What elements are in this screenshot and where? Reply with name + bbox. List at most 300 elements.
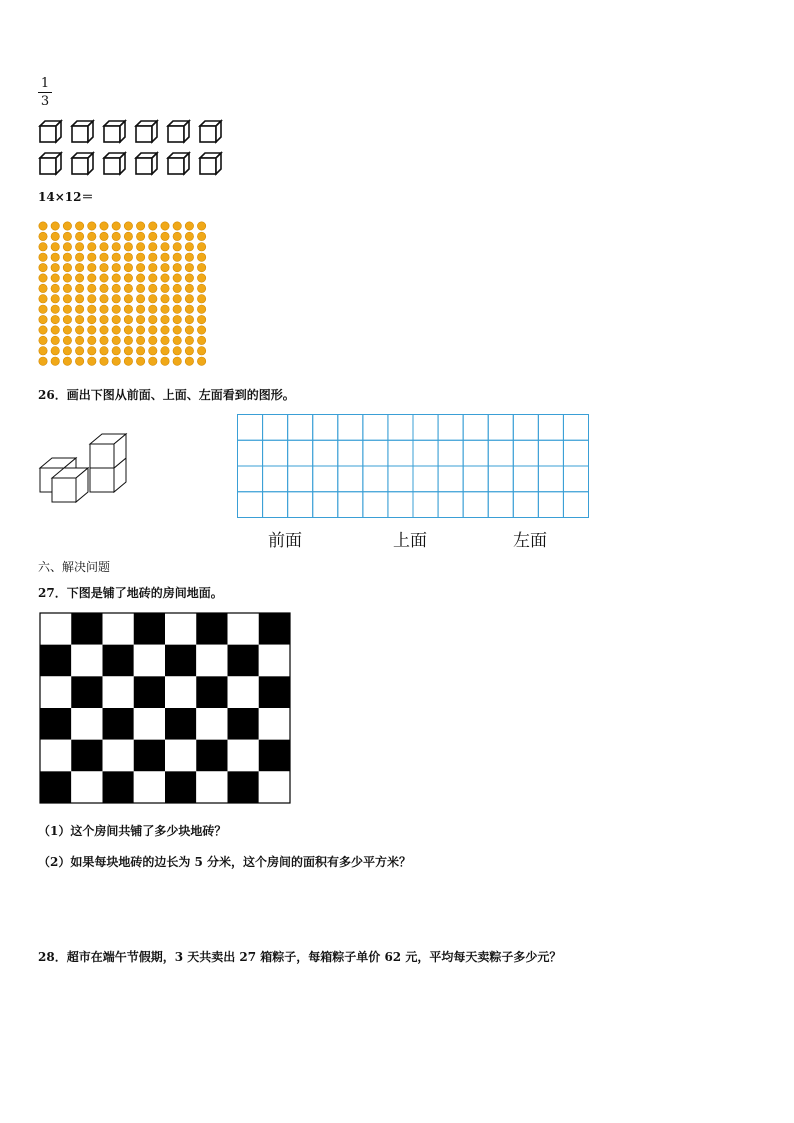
dot (161, 326, 169, 334)
grid-cell (238, 466, 263, 492)
floor-tile (40, 740, 71, 772)
question-28: 28．超市在端午节假期，3 天共卖出 27 箱粽子，每箱粽子单价 62 元，平均每天卖粽子多少元？ (38, 950, 562, 964)
grid-cell (488, 415, 513, 441)
dot (100, 336, 108, 344)
dot (124, 305, 132, 313)
question-26: 26．画出下图从前面、上面、左面看到的图形。 (38, 388, 295, 402)
floor-tile (228, 771, 259, 803)
grid-cell (388, 440, 413, 466)
dot (149, 336, 157, 344)
dot (112, 263, 120, 271)
dot (112, 232, 120, 240)
floor-tile (259, 676, 290, 708)
dot (136, 326, 144, 334)
floor-tile (228, 676, 259, 708)
dot (136, 243, 144, 251)
grid-cell (288, 440, 313, 466)
dot (173, 326, 181, 334)
floor-tile (103, 645, 134, 677)
dot (100, 357, 108, 365)
dot (51, 305, 59, 313)
dot (100, 232, 108, 240)
floor-tile (40, 613, 71, 645)
dot (185, 222, 193, 230)
cube-icon (72, 121, 93, 142)
dot (124, 326, 132, 334)
dot (51, 274, 59, 282)
floor-tile (196, 771, 227, 803)
dot (112, 305, 120, 313)
cube-icon (72, 153, 93, 174)
dot (39, 274, 47, 282)
dot (197, 326, 205, 334)
dot (88, 295, 96, 303)
dot (63, 295, 71, 303)
dot (197, 253, 205, 261)
grid-cell (413, 415, 438, 441)
fraction-denominator: 3 (40, 94, 50, 109)
dot (161, 263, 169, 271)
dot (51, 253, 59, 261)
dot (39, 243, 47, 251)
cube-icon (200, 121, 221, 142)
dot (100, 222, 108, 230)
dot (51, 222, 59, 230)
dot (173, 305, 181, 313)
cube-icon (40, 121, 61, 142)
dot (75, 347, 83, 355)
dot (149, 263, 157, 271)
dot (75, 222, 83, 230)
floor-tile (103, 740, 134, 772)
dot (112, 336, 120, 344)
dot (39, 232, 47, 240)
dot (75, 232, 83, 240)
floor-tile (228, 708, 259, 740)
dot (51, 347, 59, 355)
grid-cell (388, 466, 413, 492)
block-cube-right-top (90, 434, 126, 468)
grid-cell (288, 415, 313, 441)
dot (149, 243, 157, 251)
floor-tile (196, 613, 227, 645)
dot (100, 347, 108, 355)
dot (124, 315, 132, 323)
dot (39, 357, 47, 365)
dot (100, 326, 108, 334)
dot (75, 315, 83, 323)
floor-tile (259, 740, 290, 772)
dot (88, 274, 96, 282)
dot (63, 274, 71, 282)
dot (63, 253, 71, 261)
dot (136, 315, 144, 323)
dot (112, 253, 120, 261)
dot (39, 336, 47, 344)
grid-cell (463, 466, 488, 492)
floor-tile (103, 676, 134, 708)
dot (112, 326, 120, 334)
dot (185, 315, 193, 323)
dot (63, 305, 71, 313)
dot (185, 295, 193, 303)
dot (136, 336, 144, 344)
dot (88, 336, 96, 344)
dot (197, 232, 205, 240)
dot (185, 347, 193, 355)
grid-cell (488, 466, 513, 492)
grid-cell (313, 492, 338, 518)
dot (63, 347, 71, 355)
cube-icon (136, 121, 157, 142)
cube-icon (200, 153, 221, 174)
floor-tile (71, 740, 102, 772)
dot (51, 243, 59, 251)
dot (88, 357, 96, 365)
floor-tile (134, 613, 165, 645)
dot (63, 222, 71, 230)
dot (136, 253, 144, 261)
dot (161, 347, 169, 355)
dot (136, 357, 144, 365)
grid-cell (463, 492, 488, 518)
dot (88, 222, 96, 230)
floor-tile (134, 771, 165, 803)
floor-tile (40, 708, 71, 740)
floor-tile (228, 740, 259, 772)
grid-cell (338, 466, 363, 492)
dot (39, 326, 47, 334)
dot (124, 347, 132, 355)
dot (63, 243, 71, 251)
grid-cell (538, 492, 563, 518)
dot (51, 232, 59, 240)
dot (197, 243, 205, 251)
view-label-left: 左面 (513, 531, 547, 551)
floor-tile (40, 645, 71, 677)
grid-cell (538, 440, 563, 466)
fraction-bar (38, 92, 52, 93)
dot (112, 222, 120, 230)
dot (149, 326, 157, 334)
question-27-part-2: （2）如果每块地砖的边长为 5 分米，这个房间的面积有多少平方米？ (38, 855, 412, 869)
dot (173, 347, 181, 355)
dot (185, 305, 193, 313)
question-27-part-1: （1）这个房间共铺了多少块地砖？ (38, 824, 227, 838)
floor-tile (71, 708, 102, 740)
grid-cell (463, 415, 488, 441)
floor-tile (259, 613, 290, 645)
dot (75, 305, 83, 313)
dot (63, 284, 71, 292)
floor-tile (103, 708, 134, 740)
grid-cell (238, 440, 263, 466)
grid-cell (538, 415, 563, 441)
dot (197, 336, 205, 344)
grid-cell (238, 415, 263, 441)
dot (112, 284, 120, 292)
dot (161, 284, 169, 292)
floor-tile (103, 771, 134, 803)
dot (197, 295, 205, 303)
question-27: 27．下图是铺了地砖的房间地面。 (38, 586, 223, 600)
view-label-front: 前面 (268, 531, 302, 551)
dot (124, 232, 132, 240)
dot (173, 315, 181, 323)
dot (173, 263, 181, 271)
floor-tile (71, 613, 102, 645)
grid-cell (563, 440, 588, 466)
dot (185, 253, 193, 261)
floor-tile (134, 645, 165, 677)
floor-tile (196, 740, 227, 772)
dot (173, 222, 181, 230)
dot (136, 305, 144, 313)
dot (112, 357, 120, 365)
dot (88, 305, 96, 313)
dot (39, 347, 47, 355)
dot (75, 284, 83, 292)
grid-cell (413, 492, 438, 518)
grid-cell (263, 440, 288, 466)
dot (161, 243, 169, 251)
dot (185, 243, 193, 251)
dot (51, 315, 59, 323)
fraction-one-third (38, 76, 52, 109)
dot (149, 305, 157, 313)
dot (39, 222, 47, 230)
dot (136, 222, 144, 230)
dot (161, 222, 169, 230)
grid-cell (363, 415, 388, 441)
floor-tile (196, 708, 227, 740)
cube-icon (168, 153, 189, 174)
dot (149, 232, 157, 240)
dot (149, 274, 157, 282)
block-cube-front (52, 468, 88, 502)
multiplication-expression: 14×12＝ (38, 190, 94, 204)
dot (88, 315, 96, 323)
drawing-grid (237, 414, 589, 518)
cube-groups (38, 120, 238, 180)
dot (161, 336, 169, 344)
dot (197, 263, 205, 271)
grid-cell (388, 492, 413, 518)
section-6-heading: 六、解决问题 (38, 560, 111, 574)
dot (51, 284, 59, 292)
dot (173, 253, 181, 261)
dot (173, 336, 181, 344)
dot (75, 253, 83, 261)
grid-cell (363, 440, 388, 466)
floor-tile (259, 771, 290, 803)
dot (39, 284, 47, 292)
grid-cell (313, 440, 338, 466)
grid-cell (338, 440, 363, 466)
dot (39, 305, 47, 313)
dot (149, 253, 157, 261)
dot (63, 357, 71, 365)
floor-tile (165, 676, 196, 708)
grid-cell (438, 440, 463, 466)
dot (100, 295, 108, 303)
dot (100, 284, 108, 292)
grid-cell (563, 415, 588, 441)
floor-tile (165, 708, 196, 740)
dot (51, 263, 59, 271)
floor-tile (196, 676, 227, 708)
grid-cell (438, 466, 463, 492)
grid-cell (438, 415, 463, 441)
floor-tile (134, 740, 165, 772)
floor-tile (134, 676, 165, 708)
floor-tile (71, 645, 102, 677)
grid-cell (563, 466, 588, 492)
dot (75, 326, 83, 334)
dot (185, 336, 193, 344)
dot (197, 222, 205, 230)
dot (112, 315, 120, 323)
grid-cell (563, 492, 588, 518)
dot (112, 347, 120, 355)
floor-tile (40, 771, 71, 803)
dot (136, 232, 144, 240)
dot (136, 284, 144, 292)
grid-cell (463, 440, 488, 466)
dot (124, 274, 132, 282)
grid-cell (263, 492, 288, 518)
grid-cell (313, 415, 338, 441)
dot (161, 232, 169, 240)
dot (75, 243, 83, 251)
dot (124, 253, 132, 261)
grid-cell (513, 492, 538, 518)
grid-cell (263, 415, 288, 441)
grid-cell (363, 492, 388, 518)
grid-cell (313, 466, 338, 492)
dot (63, 232, 71, 240)
dot (39, 315, 47, 323)
dot (197, 284, 205, 292)
block-figure (38, 428, 138, 508)
floor-tile (228, 613, 259, 645)
dot (161, 274, 169, 282)
dot (51, 336, 59, 344)
grid-cell (413, 440, 438, 466)
dot (124, 357, 132, 365)
dot (75, 336, 83, 344)
floor-tile (165, 645, 196, 677)
dot (75, 263, 83, 271)
dot (161, 357, 169, 365)
dot (124, 284, 132, 292)
dot (173, 357, 181, 365)
dot (39, 295, 47, 303)
dot (124, 336, 132, 344)
grid-cell (438, 492, 463, 518)
dot (100, 243, 108, 251)
fraction-numerator: 1 (40, 76, 50, 91)
dot (197, 347, 205, 355)
dot (88, 253, 96, 261)
dot (39, 253, 47, 261)
dot (149, 357, 157, 365)
dot (100, 253, 108, 261)
dot (88, 284, 96, 292)
cube-icon (136, 153, 157, 174)
dot (185, 232, 193, 240)
dot (112, 243, 120, 251)
floor-tile (71, 676, 102, 708)
dot (124, 222, 132, 230)
dot (39, 263, 47, 271)
dot (51, 326, 59, 334)
tile-floor (39, 612, 291, 804)
dot-array (36, 220, 211, 368)
grid-cell (488, 440, 513, 466)
dot (63, 326, 71, 334)
dot (88, 232, 96, 240)
dot (88, 347, 96, 355)
dot (100, 315, 108, 323)
dot (173, 284, 181, 292)
dot (197, 357, 205, 365)
dot (75, 295, 83, 303)
dot (161, 253, 169, 261)
dot (185, 263, 193, 271)
floor-tile (259, 708, 290, 740)
dot (112, 274, 120, 282)
dot (51, 357, 59, 365)
floor-tile (165, 771, 196, 803)
grid-cell (513, 440, 538, 466)
dot (173, 232, 181, 240)
floor-tile (196, 645, 227, 677)
dot (100, 305, 108, 313)
dot (124, 243, 132, 251)
floor-tile (165, 613, 196, 645)
cube-icon (104, 121, 125, 142)
dot (100, 274, 108, 282)
dot (173, 274, 181, 282)
grid-cell (413, 466, 438, 492)
floor-tile (40, 676, 71, 708)
floor-tile (103, 613, 134, 645)
dot (185, 274, 193, 282)
dot (149, 315, 157, 323)
floor-tile (134, 708, 165, 740)
dot (136, 347, 144, 355)
floor-tile (165, 740, 196, 772)
dot (63, 336, 71, 344)
dot (136, 295, 144, 303)
dot (63, 263, 71, 271)
grid-cell (338, 415, 363, 441)
dot (161, 305, 169, 313)
dot (149, 295, 157, 303)
grid-cell (288, 466, 313, 492)
grid-cell (338, 492, 363, 518)
grid-cell (513, 415, 538, 441)
grid-cell (263, 466, 288, 492)
grid-cell (538, 466, 563, 492)
dot (197, 274, 205, 282)
grid-cell (388, 415, 413, 441)
dot (197, 305, 205, 313)
dot (100, 263, 108, 271)
dot (185, 357, 193, 365)
dot (63, 315, 71, 323)
